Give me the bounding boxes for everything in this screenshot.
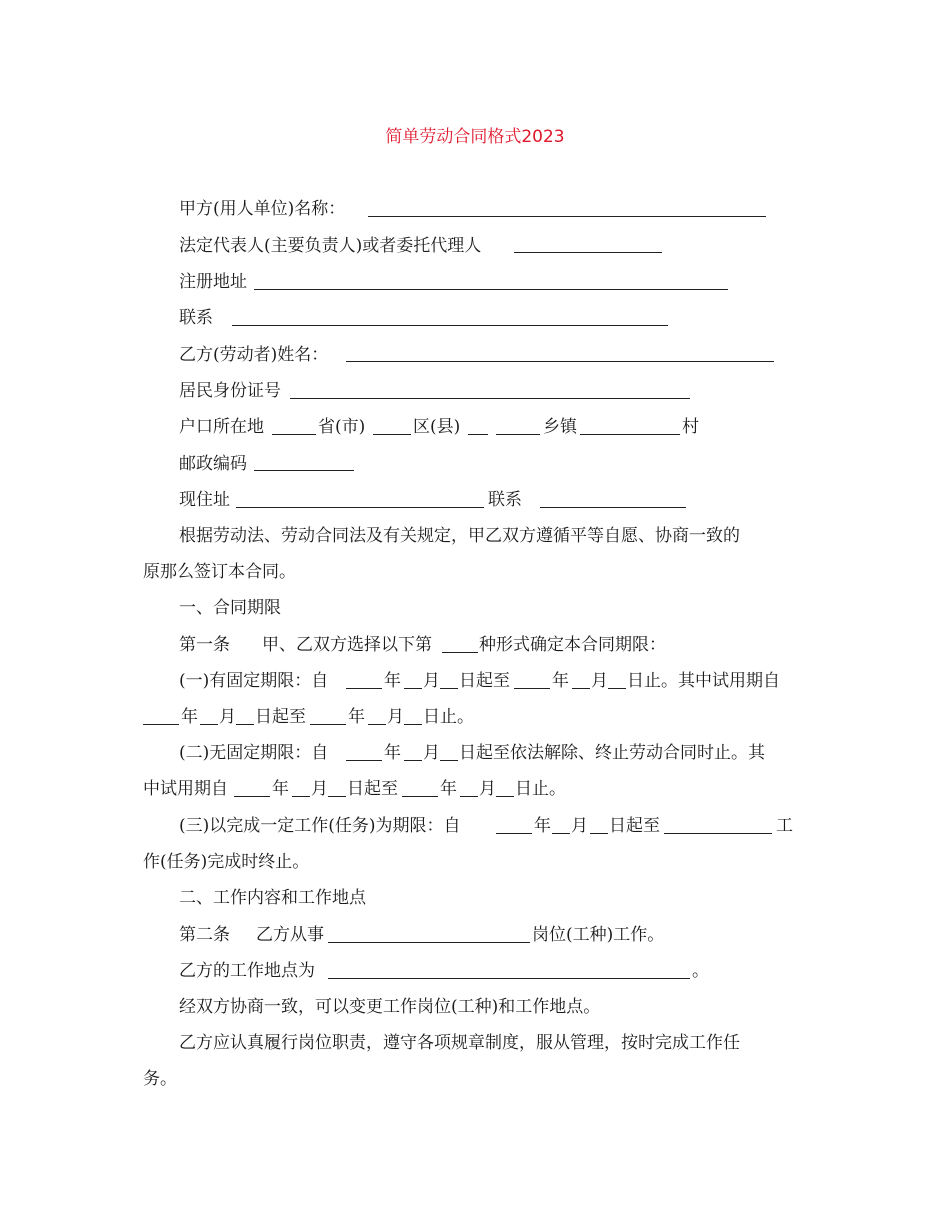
opt3-start-day[interactable]: [590, 833, 608, 834]
article-2-text-b: 岗位(工种)工作。: [532, 925, 665, 945]
village-field[interactable]: [580, 434, 680, 435]
probation-end-year-unit: 年: [348, 707, 365, 727]
party-a-contact-field[interactable]: [232, 325, 668, 326]
postal-code-label: 邮政编码: [179, 454, 247, 474]
opt3-line2: 作(任务)完成时终止。: [143, 852, 310, 872]
job-position-field[interactable]: [328, 942, 530, 943]
party-b-name-label: 乙方(劳动者)姓名：: [179, 345, 329, 365]
party-b-name-row: [143, 337, 839, 373]
opt2-start-month[interactable]: [404, 760, 422, 761]
article-2-text-a: 乙方从事: [256, 925, 324, 945]
opt2-probation-start-month[interactable]: [292, 796, 310, 797]
opt1-line2-end: 日止。: [423, 707, 474, 727]
opt1-start-year[interactable]: [346, 688, 382, 689]
opt2-probation-start-day[interactable]: [328, 796, 346, 797]
current-address-label: 现住址: [179, 490, 230, 510]
postal-code-field[interactable]: [254, 470, 354, 471]
opt3-tail: 工: [776, 816, 793, 836]
opt1-end-day[interactable]: [608, 688, 626, 689]
option-1-text: (一)有固定期限：自: [179, 671, 329, 691]
probation-year-unit: 年: [181, 707, 198, 727]
opt3-from-to: 日起至: [609, 816, 660, 836]
change-text: 经双方协商一致，可以变更工作岗位(工种)和工作地点。: [179, 997, 601, 1017]
opt3-start-year[interactable]: [496, 833, 532, 834]
district-extra-field[interactable]: [468, 434, 488, 435]
province-field[interactable]: [272, 434, 316, 435]
probation-end-day[interactable]: [404, 724, 422, 725]
opt2-line2-end: 日止。: [515, 779, 566, 799]
opt2-probation-end-day[interactable]: [496, 796, 514, 797]
opt2-month-unit: 月: [423, 743, 440, 763]
probation-start-year[interactable]: [143, 724, 179, 725]
district-unit-row: [413, 409, 483, 445]
opt2-year-unit: 年: [384, 743, 401, 763]
opt3-year-unit: 年: [534, 816, 551, 836]
opt2-probation-end-year-unit: 年: [440, 779, 457, 799]
probation-end-month[interactable]: [368, 724, 386, 725]
opt2-probation-month-unit: 月: [311, 779, 328, 799]
opt3-task-field[interactable]: [664, 833, 772, 834]
party-a-name-field[interactable]: [368, 216, 766, 217]
opt1-from-to: 日起至: [459, 671, 510, 691]
postal-code-row: [143, 446, 839, 482]
opt3-start-month[interactable]: [552, 833, 570, 834]
party-a-contact-label: 联系: [179, 308, 213, 328]
option-2-text: (二)无固定期限：自: [179, 743, 329, 763]
province-unit-row: [318, 409, 388, 445]
registered-address-field[interactable]: [254, 289, 728, 290]
id-number-row: [143, 373, 839, 409]
village-unit: 村: [682, 417, 699, 437]
article-1-number: 第一条: [179, 635, 230, 655]
preamble-line-1: 根据劳动法、劳动合同法及有关规定，甲乙双方遵循平等自愿、协商一致的: [179, 526, 740, 546]
party-b-contact-label: 联系: [488, 490, 522, 510]
workplace-row: [143, 953, 839, 989]
workplace-end: 。: [692, 961, 709, 981]
district-field[interactable]: [373, 434, 411, 435]
party-b-contact-field[interactable]: [540, 507, 686, 508]
workplace-field[interactable]: [328, 978, 690, 979]
probation-end-month-unit: 月: [387, 707, 404, 727]
probation-end-year[interactable]: [310, 724, 346, 725]
duty-line-2: 务。: [143, 1069, 177, 1089]
page-title: 简单劳动合同格式2023: [385, 127, 565, 147]
town-field[interactable]: [496, 434, 540, 435]
registered-address-row: [143, 264, 839, 300]
opt2-probation-end-year[interactable]: [402, 796, 438, 797]
section-1-heading: 一、合同期限: [179, 598, 281, 618]
article-1-text-a: 甲、乙双方选择以下第: [262, 635, 432, 655]
representative-label: 法定代表人(主要负责人)或者委托代理人: [179, 236, 482, 256]
id-number-label: 居民身份证号: [179, 381, 281, 401]
opt1-year-unit: 年: [384, 671, 401, 691]
opt1-tail: 日止。其中试用期自: [627, 671, 780, 691]
village-unit-row: [682, 409, 722, 445]
opt3-month-unit: 月: [571, 816, 588, 836]
province-unit: 省(市): [318, 417, 366, 437]
id-number-field[interactable]: [290, 398, 690, 399]
opt2-probation-start-year[interactable]: [234, 796, 270, 797]
opt2-line2-a: 中试用期自: [143, 779, 228, 799]
district-unit: 区(县): [413, 417, 461, 437]
town-unit-row: [543, 409, 593, 445]
opt2-probation-end-month[interactable]: [460, 796, 478, 797]
opt2-probation-end-month-unit: 月: [479, 779, 496, 799]
hukou-label: 户口所在地: [179, 417, 264, 437]
registered-address-label: 注册地址: [179, 272, 247, 292]
party-b-name-field[interactable]: [346, 361, 774, 362]
contract-type-field[interactable]: [442, 652, 478, 653]
opt1-start-day[interactable]: [440, 688, 458, 689]
probation-start-month[interactable]: [200, 724, 218, 725]
opt1-end-month-unit: 月: [591, 671, 608, 691]
article-1-text-b: 种形式确定本合同期限：: [479, 635, 666, 655]
opt2-start-day[interactable]: [440, 760, 458, 761]
probation-from-to: 日起至: [255, 707, 306, 727]
opt1-month-unit: 月: [423, 671, 440, 691]
opt1-end-year[interactable]: [514, 688, 550, 689]
section-2-heading: 二、工作内容和工作地点: [179, 888, 366, 908]
opt1-end-month[interactable]: [572, 688, 590, 689]
representative-row: [143, 228, 839, 264]
opt2-probation-from-to: 日起至: [347, 779, 398, 799]
opt2-start-year[interactable]: [346, 760, 382, 761]
party-b-contact-row: [488, 482, 548, 518]
probation-start-day[interactable]: [236, 724, 254, 725]
duty-line-1: 乙方应认真履行岗位职责，遵守各项规章制度，服从管理，按时完成工作任: [179, 1033, 740, 1053]
preamble-line-2: 原那么签订本合同。: [143, 562, 296, 582]
party-a-contact-row: [143, 300, 839, 336]
town-unit: 乡镇: [543, 417, 577, 437]
representative-field[interactable]: [514, 252, 662, 253]
probation-month-unit: 月: [219, 707, 236, 727]
party-a-name-row: [143, 191, 839, 227]
article-2-number: 第二条: [179, 925, 230, 945]
current-address-field[interactable]: [236, 507, 484, 508]
opt2-probation-year-unit: 年: [272, 779, 289, 799]
opt1-start-month[interactable]: [404, 688, 422, 689]
party-a-name-label: 甲方(用人单位)名称：: [179, 199, 346, 219]
option-3-text: (三)以完成一定工作(任务)为期限：自: [179, 816, 461, 836]
workplace-label: 乙方的工作地点为: [179, 961, 315, 981]
opt1-end-year-unit: 年: [552, 671, 569, 691]
opt2-tail: 日起至依法解除、终止劳动合同时止。其: [459, 743, 765, 763]
